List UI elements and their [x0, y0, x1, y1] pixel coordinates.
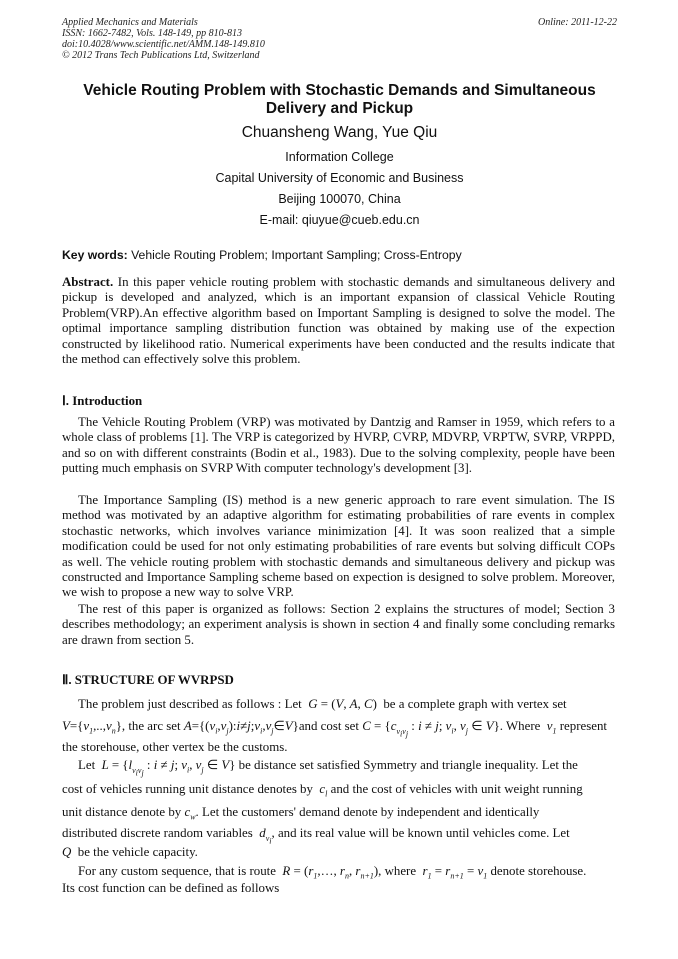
text-span: complete graph with vertex set	[407, 697, 567, 711]
text-span: cost of vehicles running unit distance denotes by	[62, 782, 313, 796]
section-heading-structure: Ⅱ. STRUCTURE OF WVRPSD	[62, 673, 234, 687]
journal-name: Applied Mechanics and Materials	[62, 17, 198, 28]
intro-paragraph-3: The rest of this paper is organized as follows: Section 2 explains the structures of model; Section 3 describes methodology; an experiment analysis is shown in section 4 and finally some concluding remarks are drawn from section 5.	[62, 602, 615, 647]
abstract-text: In this paper vehicle routing problem with stochastic demands and simultaneous delivery and pickup is developed and analyzed, which is an important expansion of classical Vehicle Routing Problem(VRP).An effective algorithm based on Important Sampling is designed to solve the model. The optimal importance sampling distribution function was obtained by making use of the expection constructed by likelihood ratio. Numerical experiments have been conducted and the results indicate that the method can effectively solve this problem.	[62, 275, 615, 367]
demand-symbol: $d_{v_i}$	[256, 826, 272, 846]
text-span: distributed discrete random variables	[62, 826, 253, 840]
text-span: and cost set	[298, 719, 359, 733]
affiliation-line: Information College	[285, 150, 394, 164]
paper-authors: Chuansheng Wang, Yue Qiu	[241, 124, 438, 141]
text-span: , the arc set	[121, 719, 181, 733]
text-span: be a	[383, 697, 408, 711]
intro-paragraph-1: The Vehicle Routing Problem (VRP) was motivated by Dantzig and Ramser in 1959, which refers to a whole class of problems [1]. The VRP is categorized by HVRP, CVRP, MDVRP, VRPTW, SVRP, VRPPD, and so on with different constraints (Bodin et al., 1983). Due to the solving complexity, people have been putting much emphasis on SVRP With computer technology's development [3].	[62, 415, 615, 476]
text-span: be the vehicle capacity.	[77, 845, 198, 859]
online-date: Online: 2011-12-22	[538, 17, 617, 28]
text-span: The problem just described as follows : Let	[78, 697, 302, 711]
text-span: be distance set satisfied Symmetry and triangle inequality. Let the	[238, 758, 578, 772]
distance-set-formula: $L = \{l_{v_iv_j}$ : i ≠ j; $v_i$, $v_j$ ∈ V}	[98, 758, 236, 778]
journal-header	[62, 17, 617, 61]
text-span: , and its real value will be known until vehicles come. Let	[271, 826, 570, 840]
weight-cost-symbol: $c_w$	[184, 805, 196, 822]
structure-line-3: the storehouse, other vertex be the customs.	[62, 740, 288, 754]
keywords-label: Key words:	[62, 248, 128, 262]
storehouse-formula: $r_1 = r_{n+1} = v_1$	[419, 864, 488, 881]
section-heading-introduction: Ⅰ. Introduction	[62, 394, 143, 408]
text-span: unit distance denote by	[62, 805, 182, 819]
structure-line-6	[62, 805, 615, 825]
storehouse-symbol: $v_1$	[543, 719, 557, 736]
affiliation-line: Beijing 100070, China	[278, 192, 401, 206]
paper-title: Vehicle Routing Problem with Stochastic Demands and Simultaneous Delivery and Pickup	[83, 82, 596, 117]
graph-formula: G = (V, A, C)	[304, 697, 377, 711]
cost-set-formula: $C = \{c_{v_iv_j}$ : i ≠ j; $v_i$, $v_j$ ∈ V}	[362, 719, 500, 739]
text-span: . Where	[499, 719, 541, 733]
copyright-line: © 2012 Trans Tech Publications Ltd, Switzerland	[62, 50, 260, 61]
arc-set-formula: $A=\{(v_i,v_j):i\ne j;v_i,v_j\in V\}$	[183, 719, 299, 736]
structure-line-4	[78, 758, 615, 780]
unit-cost-symbol: $c_l$	[316, 782, 328, 799]
capacity-symbol: Q	[62, 845, 75, 859]
route-formula: $R = (r_1,\dots$, $r_n$, $r_{n+1}$)	[279, 864, 379, 881]
affiliation-line: Capital University of Economic and Business	[215, 171, 464, 185]
text-span: denote storehouse.	[490, 864, 587, 878]
abstract	[62, 275, 615, 367]
structure-line-10: Its cost function can be defined as follows	[62, 881, 280, 895]
text-span: For any custom sequence, that is route	[78, 864, 276, 878]
keywords-text: Vehicle Routing Problem; Important Sampling; Cross-Entropy	[131, 248, 462, 262]
affiliation-email: E-mail: qiuyue@cueb.edu.cn	[259, 213, 420, 227]
text-span: and the cost of vehicles with unit weight running	[330, 782, 583, 796]
structure-line-1	[78, 697, 615, 712]
structure-line-2	[62, 719, 615, 741]
structure-line-5	[62, 782, 615, 802]
text-span: . Let the customers' demand denote by independent and identically	[195, 805, 540, 819]
issn-line: ISSN: 1662-7482, Vols. 148-149, pp 810-813	[62, 28, 242, 39]
abstract-label: Abstract.	[62, 275, 114, 289]
vertex-set-formula: $V=\{v_1,..,v_n\}$	[62, 719, 122, 736]
text-span: Let	[78, 758, 96, 772]
text-span: , where	[378, 864, 417, 878]
structure-line-8	[62, 845, 615, 860]
text-span: represent	[559, 719, 608, 733]
keywords	[62, 248, 617, 262]
intro-paragraph-2: The Importance Sampling (IS) method is a new generic approach to rare event simulation. The IS method was motivated by an adaptive algorithm for estimating probabilities of rare events in complex stochastic networks, which involves variance minimization [4]. It was soon realized that a simple modification could be used for not only estimating probabilities of rare events but solving difficult COPs as well. The vehicle routing problem with stochastic demands and simultaneous delivery and pickup was constructed and Importance Sampling scheme based on expection is designed to solve problem. Moreover, we wish to propose a new way to solve VRP.	[62, 493, 615, 600]
doi-line: doi:10.4028/www.scientific.net/AMM.148-149.810	[62, 39, 265, 50]
